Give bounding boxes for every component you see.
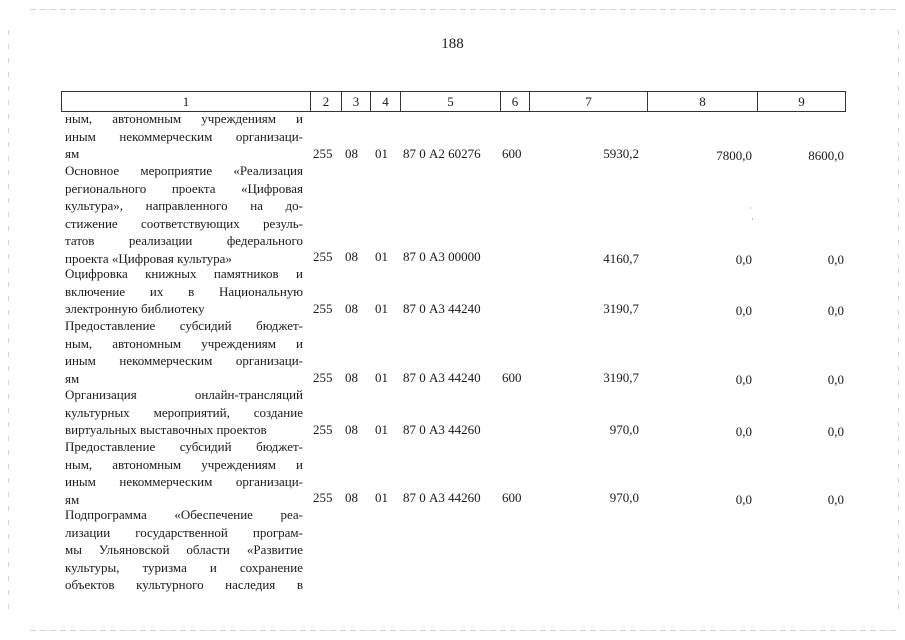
header-col-9: 9 bbox=[757, 92, 845, 111]
description-line: ным, автономным учреждениям и bbox=[65, 456, 303, 472]
description-line: виртуальных выставочных проектов bbox=[65, 422, 267, 437]
description-line: Организация онлайн-трансляций bbox=[65, 387, 303, 402]
cell-col-7: 970,0 bbox=[609, 422, 639, 437]
header-col-1: 1 bbox=[182, 94, 190, 109]
cell-col-7: 4160,7 bbox=[603, 251, 639, 266]
cell-col-3: 08 bbox=[345, 301, 358, 316]
cell-col-2: 255 bbox=[313, 490, 333, 505]
cell-col-9: 8600,0 bbox=[808, 148, 844, 163]
description-line: ям bbox=[65, 146, 80, 161]
cell-col-5: 87 0 А3 44260 bbox=[403, 422, 481, 437]
description-line: проекта «Цифровая культура» bbox=[65, 250, 232, 266]
description-line: культура», направленного на до- bbox=[65, 198, 303, 213]
header-col-8: 8 bbox=[647, 92, 757, 111]
cell-col-3: 08 bbox=[345, 249, 358, 264]
page-number: 188 bbox=[441, 36, 464, 52]
cell-col-6: 600 bbox=[502, 370, 522, 385]
table-header bbox=[61, 91, 846, 112]
table-row bbox=[0, 489, 905, 507]
cell-col-7: 5930,2 bbox=[603, 146, 639, 161]
description-line: ным, автономным учреждениям и bbox=[65, 335, 303, 351]
cell-col-4: 01 bbox=[375, 490, 388, 505]
cell-col-9: 0,0 bbox=[827, 252, 844, 267]
description-line: ям bbox=[65, 491, 80, 507]
cell-col-2: 255 bbox=[313, 301, 333, 316]
description-line: Основное мероприятие «Реализация bbox=[65, 163, 303, 178]
scan-edge-left bbox=[8, 30, 9, 610]
scan-edge-top bbox=[30, 9, 900, 10]
cell-col-5: 87 0 А3 00000 bbox=[403, 249, 481, 264]
cell-col-6: 600 bbox=[502, 146, 522, 161]
cell-col-5: 87 0 А3 44260 bbox=[403, 490, 481, 505]
table-row bbox=[0, 369, 905, 387]
cell-col-4: 01 bbox=[375, 249, 388, 264]
description-line: Предоставление субсидий бюджет- bbox=[65, 318, 303, 333]
scan-edge-bottom bbox=[30, 630, 900, 631]
cell-col-7: 3190,7 bbox=[603, 370, 639, 385]
cell-col-7: 3190,7 bbox=[603, 301, 639, 316]
row-description bbox=[65, 506, 303, 594]
description-line: культурных мероприятий, создание bbox=[65, 404, 303, 420]
description-line: иным некоммерческим организаци- bbox=[65, 128, 303, 144]
description-line: стижение соответствующих резуль- bbox=[65, 215, 303, 231]
description-line: мы Ульяновской области «Развитие bbox=[65, 542, 303, 557]
cell-col-4: 01 bbox=[375, 422, 388, 437]
table-row bbox=[0, 300, 905, 318]
cell-col-2: 255 bbox=[313, 422, 333, 437]
cell-col-6: 600 bbox=[502, 490, 522, 505]
description-line: регионального проекта «Цифровая bbox=[65, 180, 303, 196]
cell-col-9: 0,0 bbox=[827, 303, 844, 318]
cell-col-9: 0,0 bbox=[827, 372, 844, 387]
description-line: электронную библиотеку bbox=[65, 301, 205, 316]
header-col-4: 4 bbox=[370, 92, 400, 111]
cell-col-3: 08 bbox=[345, 146, 358, 161]
cell-col-4: 01 bbox=[375, 370, 388, 385]
description-line: ным, автономным учреждениям и bbox=[65, 111, 303, 126]
cell-col-5: 87 0 А3 44240 bbox=[403, 301, 481, 316]
cell-col-3: 08 bbox=[345, 370, 358, 385]
cell-col-8: 0,0 bbox=[735, 252, 752, 267]
cell-col-8: 7800,0 bbox=[716, 148, 752, 163]
cell-col-4: 01 bbox=[375, 301, 388, 316]
description-line: Подпрограмма «Обеспечение реа- bbox=[65, 507, 303, 522]
description-line: включение их в Национальную bbox=[65, 283, 303, 299]
scan-edge-right bbox=[898, 30, 899, 610]
header-col-2: 2 bbox=[310, 92, 341, 111]
cell-col-5: 87 0 А2 60276 bbox=[403, 146, 481, 161]
cell-col-3: 08 bbox=[345, 490, 358, 505]
description-line: Оцифровка книжных памятников и bbox=[65, 266, 303, 281]
cell-col-7: 970,0 bbox=[609, 490, 639, 505]
cell-col-8: 0,0 bbox=[735, 424, 752, 439]
description-line: иным некоммерческим организаци- bbox=[65, 353, 303, 368]
scan-speck bbox=[752, 218, 753, 220]
cell-col-8: 0,0 bbox=[735, 492, 752, 507]
header-col-3: 3 bbox=[341, 92, 370, 111]
cell-col-8: 0,0 bbox=[735, 303, 752, 318]
cell-col-2: 255 bbox=[313, 249, 333, 264]
header-col-6: 6 bbox=[500, 92, 529, 111]
cell-col-2: 255 bbox=[313, 370, 333, 385]
description-line: Предоставление субсидий бюджет- bbox=[65, 439, 303, 454]
table-row bbox=[0, 145, 905, 163]
cell-col-3: 08 bbox=[345, 422, 358, 437]
description-line: культуры, туризма и сохранение bbox=[65, 559, 303, 575]
cell-col-8: 0,0 bbox=[735, 372, 752, 387]
description-line: иным некоммерческим организаци- bbox=[65, 474, 303, 489]
header-col-7: 7 bbox=[529, 92, 647, 111]
description-line: лизации государственной програм- bbox=[65, 524, 303, 540]
cell-col-5: 87 0 А3 44240 bbox=[403, 370, 481, 385]
description-line: объектов культурного наследия в bbox=[65, 577, 303, 592]
cell-col-4: 01 bbox=[375, 146, 388, 161]
header-col-5: 5 bbox=[400, 92, 500, 111]
cell-col-2: 255 bbox=[313, 146, 333, 161]
scan-speck bbox=[750, 207, 751, 209]
description-line: татов реализации федерального bbox=[65, 233, 303, 248]
description-line: ям bbox=[65, 370, 80, 386]
table-row bbox=[0, 421, 905, 439]
cell-col-9: 0,0 bbox=[827, 492, 844, 507]
table-row bbox=[0, 248, 905, 266]
cell-col-9: 0,0 bbox=[827, 424, 844, 439]
